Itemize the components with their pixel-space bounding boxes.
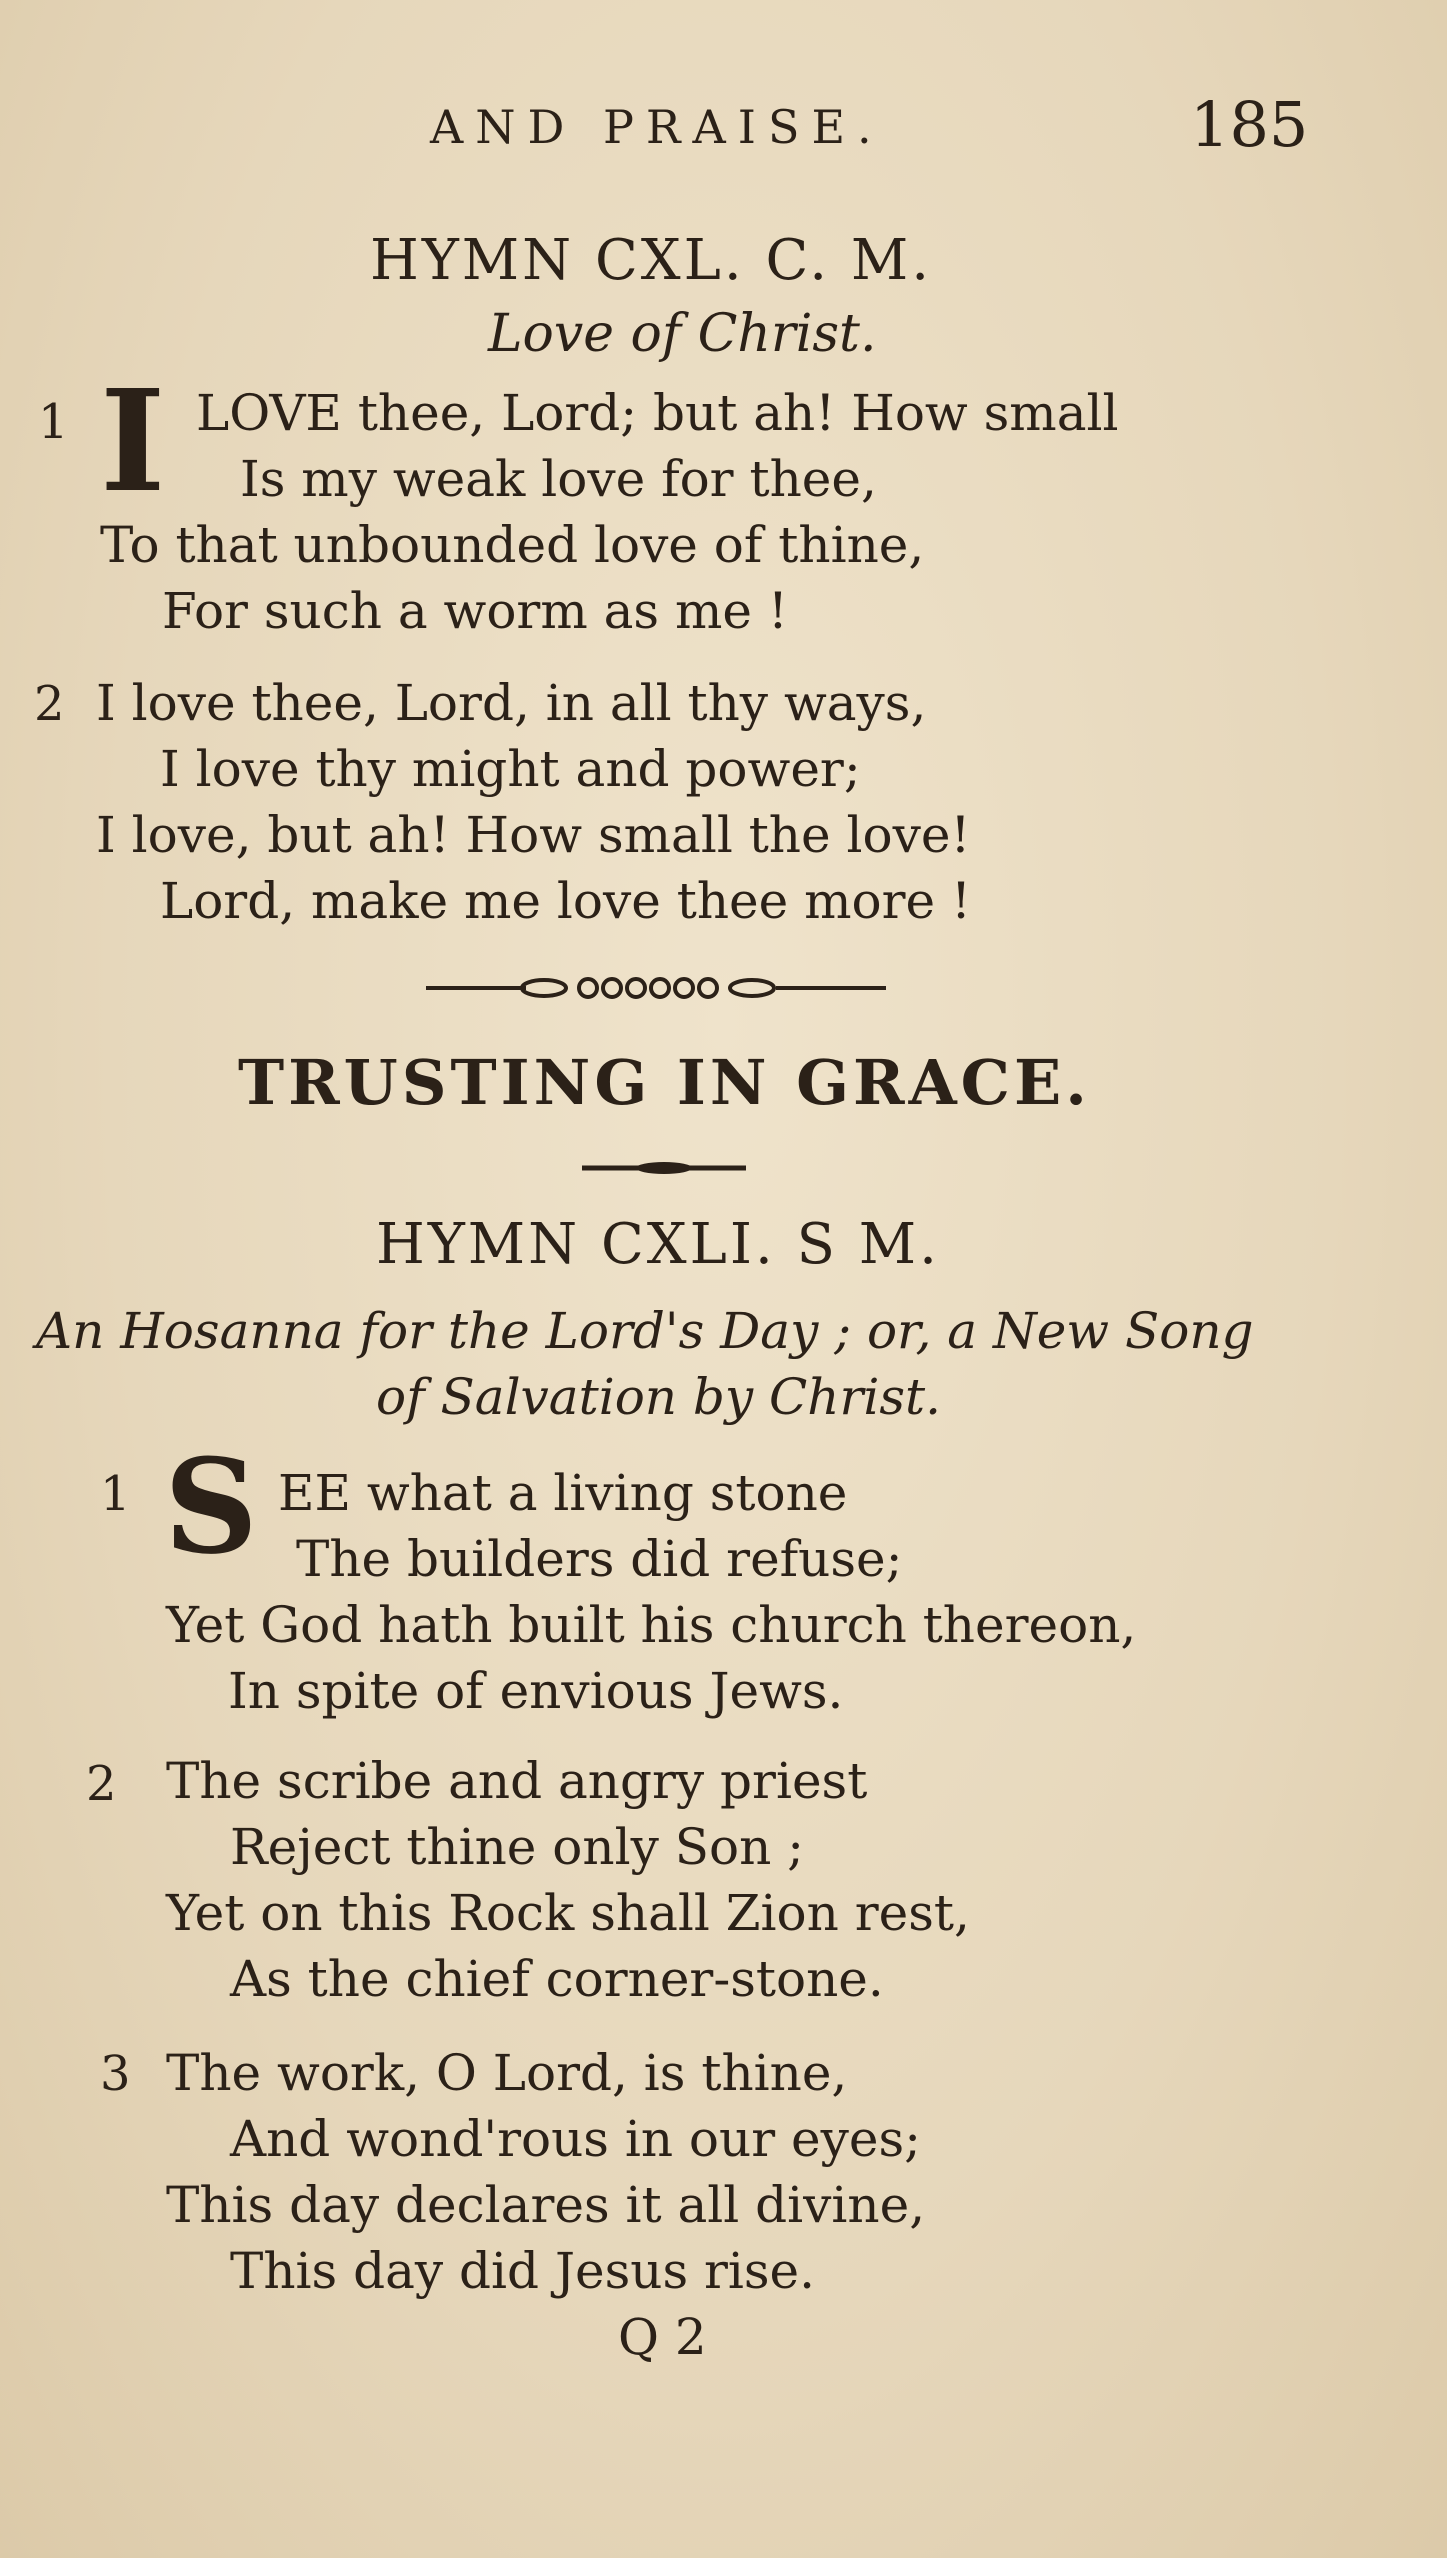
- verse-line: Yet God hath built his church thereon,: [166, 1596, 1137, 1654]
- verse-line: To that unbounded love of thine,: [100, 516, 925, 574]
- verse-line: The builders did refuse;: [296, 1530, 903, 1588]
- verse-line: This day did Jesus rise.: [230, 2242, 816, 2300]
- verse-line: Is my weak love for thee,: [240, 450, 877, 508]
- hymn-1-subtitle: Love of Christ.: [488, 304, 877, 364]
- verse-line: I love, but ah! How small the love!: [96, 806, 971, 864]
- verse-line: LOVE thee, Lord; but ah! How small: [196, 384, 1119, 442]
- verse-line: I love thee, Lord, in all thy ways,: [96, 674, 927, 732]
- verse-line: Reject thine only Son ;: [230, 1818, 805, 1876]
- verse-line: In spite of envious Jews.: [228, 1662, 844, 1720]
- drop-cap: S: [164, 1430, 258, 1583]
- running-head: AND PRAISE.: [430, 100, 884, 154]
- verse-line: Yet on this Rock shall Zion rest,: [166, 1884, 970, 1942]
- verse-number: 2: [34, 676, 65, 732]
- rule-divider: [582, 1160, 746, 1176]
- verse-number: 2: [86, 1756, 117, 1812]
- verse-line: Lord, make me love thee more !: [160, 872, 972, 930]
- verse-line: As the chief corner-stone.: [230, 1950, 884, 2008]
- ornament-divider: [426, 968, 886, 1008]
- drop-cap: I: [100, 360, 166, 524]
- verse-number: 1: [38, 394, 69, 450]
- page-number: 185: [1190, 88, 1309, 161]
- verse-line: I love thy might and power;: [160, 740, 861, 798]
- verse-line: EE what a living stone: [278, 1464, 848, 1522]
- hymn-1-title: HYMN CXL. C. M.: [370, 228, 933, 293]
- verse-number: 1: [100, 1466, 131, 1522]
- verse-line: And wond'rous in our eyes;: [230, 2110, 921, 2168]
- verse-number: 3: [100, 2046, 131, 2102]
- verse-line: The scribe and angry priest: [166, 1752, 868, 1810]
- signature-mark: Q 2: [618, 2308, 707, 2366]
- verse-line: This day declares it all divine,: [166, 2176, 926, 2234]
- verse-line: For such a worm as me !: [162, 582, 788, 640]
- hymn-2-subtitle-line-2: of Salvation by Christ.: [376, 1368, 942, 1426]
- hymn-2-subtitle-line-1: An Hosanna for the Lord's Day ; or, a New Song: [36, 1302, 1254, 1360]
- verse-line: The work, O Lord, is thine,: [166, 2044, 848, 2102]
- section-title: TRUSTING IN GRACE.: [238, 1046, 1091, 1119]
- hymn-2-title: HYMN CXLI. S M.: [376, 1212, 940, 1277]
